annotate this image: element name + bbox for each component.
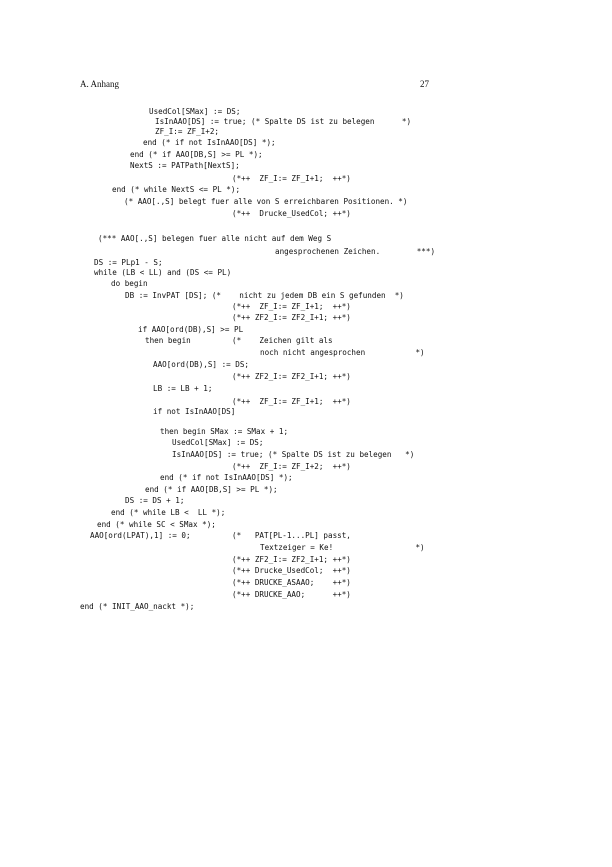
code-line: UsedCol[SMax] := DS; [172,438,264,447]
code-line: angesprochenen Zeichen. ***) [275,247,436,256]
code-line: end (* while LB < LL *); [111,508,226,517]
code-line: (* Zeichen gilt als [232,336,333,345]
code-line: (*++ ZF_I:= ZF_I+1; ++*) [232,174,351,183]
code-line: (*++ ZF2_I:= ZF2_I+1; ++*) [232,313,351,322]
code-line: while (LB < LL) and (DS <= PL) [94,268,232,277]
code-line: (* AAO[.,S] belegt fuer alle von S erreichbaren Positionen. *) [124,197,408,206]
code-line: end (* while NextS <= PL *); [112,185,241,194]
running-header-title: A. Anhang [80,79,119,89]
code-line: AAO[ord(LPAT),1] := 0; [90,531,191,540]
code-line: end (* INIT_AAO_nackt *); [80,602,195,611]
code-line: DS := PLp1 - S; [94,258,163,267]
code-line: noch nicht angesprochen *) [260,348,425,357]
code-line: (*** AAO[.,S] belegen fuer alle nicht auf dem Weg S [98,234,332,243]
code-line: (*++ ZF2_I:= ZF2_I+1; ++*) [232,372,351,381]
code-line: if not IsInAAO[DS] [153,407,236,416]
code-line: NextS := PATPath[NextS]; [130,161,240,170]
code-line: (*++ ZF2_I:= ZF2_I+1; ++*) [232,555,351,564]
code-line: LB := LB + 1; [153,384,213,393]
code-line: (*++ ZF_I:= ZF_I+1; ++*) [232,302,351,311]
code-line: if AAO[ord(DB),S] >= PL [138,325,244,334]
code-line: end (* if not IsInAAO[DS] *); [143,138,276,147]
code-line: end (* if AAO[DB,S] >= PL *); [145,485,278,494]
code-line: AAO[ord(DB),S] := DS; [153,360,250,369]
code-line: then begin [145,336,191,345]
code-line: IsInAAO[DS] := true; (* Spalte DS ist zu belegen *) [155,117,412,126]
code-line: then begin SMax := SMax + 1; [160,427,289,436]
code-line: IsInAAO[DS] := true; (* Spalte DS ist zu belegen *) [172,450,415,459]
code-line: end (* if not IsInAAO[DS] *); [160,473,293,482]
code-line: UsedCol[SMax] := DS; [149,107,241,116]
code-line: ZF_I:= ZF_I+2; [155,127,220,136]
code-line: (*++ ZF_I:= ZF_I+2; ++*) [232,462,351,471]
code-line: (*++ DRUCKE_ASAAO; ++*) [232,578,351,587]
code-line: (*++ DRUCKE_AAO; ++*) [232,590,351,599]
code-line: (*++ Drucke_UsedCol; ++*) [232,566,351,575]
code-line: DB := InvPAT [DS]; (* nicht zu jedem DB ein S gefunden *) [125,291,404,300]
code-line: DS := DS + 1; [125,496,185,505]
code-line: end (* if AAO[DB,S] >= PL *); [130,150,263,159]
code-line: end (* while SC < SMax *); [97,520,216,529]
code-line: (*++ Drucke_UsedCol; ++*) [232,209,351,218]
code-line: do begin [111,279,148,288]
page-number: 27 [420,79,429,89]
code-line: Textzeiger = Ke! *) [260,543,425,552]
code-line: (*++ ZF_I:= ZF_I+1; ++*) [232,397,351,406]
code-line: (* PAT[PL-1...PL] passt, [232,531,351,540]
